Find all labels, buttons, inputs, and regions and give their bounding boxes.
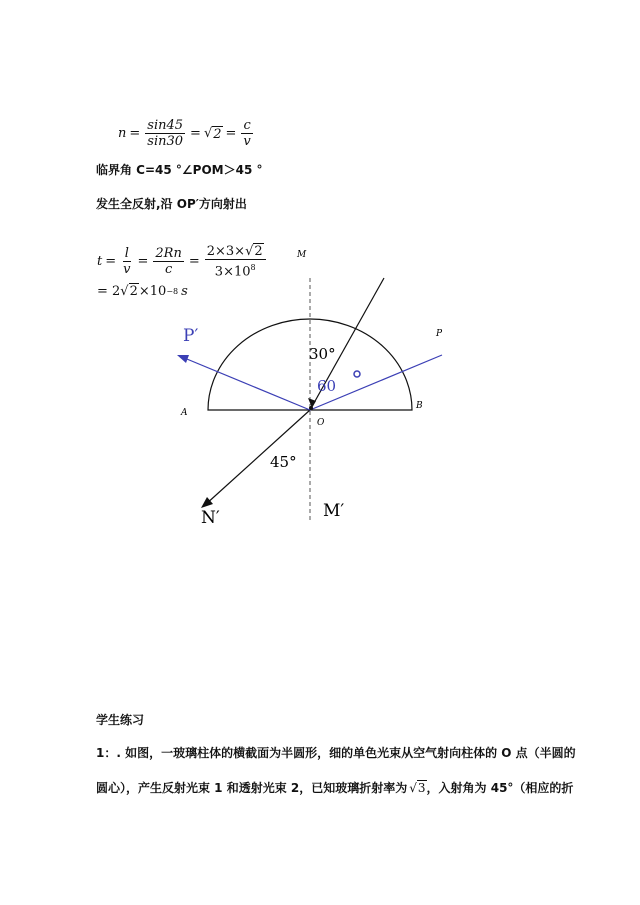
sqrt-symbol: √ — [245, 244, 254, 259]
arrow-p-prime-icon — [177, 355, 189, 363]
sqrt-symbol: √ — [409, 780, 417, 795]
result-power-base: ×10 — [138, 283, 167, 299]
label-o: O — [317, 418, 325, 428]
label-b: B — [416, 401, 423, 411]
sqrt-radicand: 2 — [254, 244, 263, 259]
critical-angle-line: 临界角 C=45 °∠POM＞45 ° — [96, 163, 263, 177]
sqrt-symbol: √ — [203, 126, 213, 141]
sqrt-radicand: 3 — [417, 781, 426, 795]
result-coefficient: = 2 — [97, 283, 121, 299]
label-m: M — [297, 250, 307, 260]
fraction-numerator: 2Rn — [155, 246, 182, 262]
equals-sign: = — [105, 254, 117, 270]
total-reflection-line: 发生全反射,沿 OP′方向射出 — [96, 197, 247, 211]
blue-ray-left — [182, 357, 310, 410]
exponent: −8 — [166, 286, 179, 296]
fraction-numerator: sin45 — [147, 118, 184, 133]
numerator-product: 2×3× — [206, 244, 246, 259]
equals-sign: = — [188, 254, 200, 270]
label-p-prime: P′ — [183, 326, 199, 346]
denominator-base: 3×10 — [214, 264, 251, 280]
fraction-denominator: sin30 — [147, 134, 184, 149]
label-m-prime: M′ — [323, 501, 345, 521]
fraction-denominator: v — [243, 134, 251, 149]
sqrt-radicand: 2 — [129, 284, 138, 299]
fraction-denominator: c — [164, 262, 173, 278]
label-p: P — [436, 329, 443, 339]
unit-seconds: s — [181, 283, 188, 299]
label-30-degrees: 30° — [309, 345, 336, 363]
sqrt-symbol: √ — [120, 283, 129, 299]
point-o-dot — [309, 406, 313, 410]
fraction-denominator: v — [123, 262, 131, 278]
label-45-degrees: 45° — [270, 453, 297, 471]
label-n-prime: N′ — [201, 508, 220, 528]
sqrt-radicand: 2 — [213, 126, 222, 142]
formula-lhs: n — [118, 126, 127, 141]
formula-lhs: t — [97, 254, 103, 270]
equals-sign: = — [137, 254, 149, 270]
practice-line-2-end: ，入射角为 45°（相应的折 — [426, 781, 574, 795]
small-circle-marker — [354, 371, 360, 377]
equals-sign: = — [225, 126, 237, 141]
equals-sign: = — [129, 126, 141, 141]
label-a: A — [181, 408, 188, 418]
practice-line-1: 1：. 如图，一玻璃柱体的横截面为半圆形，细的单色光束从空气射向柱体的 O 点（半圆的 — [96, 746, 576, 760]
practice-heading: 学生练习 — [96, 713, 145, 727]
fraction-numerator: c — [243, 118, 251, 133]
practice-line-2 — [96, 779, 573, 796]
practice-line-2-start: 圆心），产生反射光束 1 和透射光束 2，已知玻璃折射率为 — [96, 781, 408, 795]
equals-sign: = — [190, 126, 201, 141]
fraction-numerator: l — [124, 246, 129, 262]
exponent: 8 — [250, 263, 256, 272]
label-60: 60 — [317, 377, 337, 395]
